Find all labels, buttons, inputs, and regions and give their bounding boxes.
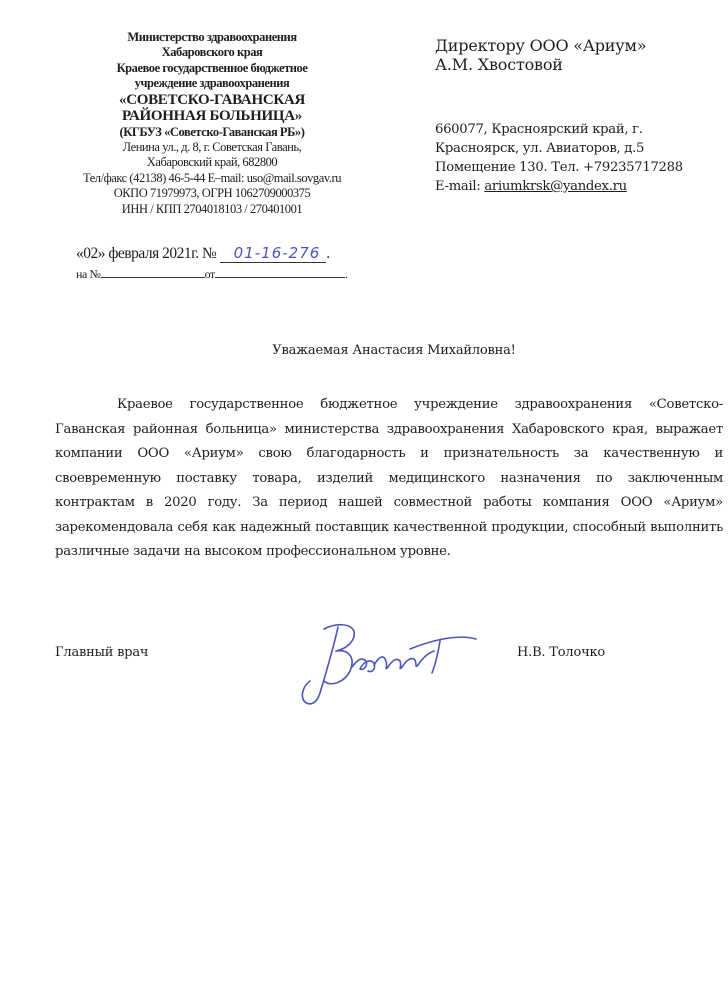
recipient-line-2: А.М. Хвостовой bbox=[435, 55, 563, 74]
recipient-address bbox=[435, 120, 725, 196]
institution-abbreviation: (КГБУЗ «Советско-Гаванская РБ») bbox=[119, 124, 305, 139]
institution-name-line-2: РАЙОННАЯ БОЛЬНИЦА» bbox=[122, 108, 302, 125]
ministry-line-2: Хабаровского края bbox=[161, 45, 263, 60]
email-link[interactable]: ariumkrsk@yandex.ru bbox=[484, 179, 627, 194]
institution-name-line-1: «СОВЕТСКО-ГАВАНСКАЯ bbox=[119, 91, 305, 108]
recipient-block bbox=[435, 36, 725, 74]
sender-inn-kpp: ИНН / КПП 2704018103 / 270401001 bbox=[121, 201, 303, 216]
date-line-end: . bbox=[326, 245, 330, 262]
reference-date-blank bbox=[215, 266, 345, 278]
salutation: Уважаемая Анастасия Михайловна! bbox=[272, 343, 516, 358]
sender-letterhead bbox=[62, 30, 362, 217]
signatory-name: Н.В. Толочко bbox=[517, 645, 606, 660]
sender-address-line-2: Хабаровский край, 682800 bbox=[146, 155, 278, 170]
letter-date-line bbox=[76, 244, 376, 263]
letter-date: «02» февраля 2021г. № bbox=[76, 245, 217, 262]
handwritten-signature bbox=[290, 615, 480, 715]
letter-body: Краевое государственное бюджетное учреждение здравоохранения «Советско-Гаванская районная больница» министерства здравоохранения Хабаровского края, выражает компании ООО «Ариум» свою благодарность и признательность за качественную и своевременную поставку товара, изделий медицинского назначения по заключенным контрактам в 2020 году. За период нашей совместной работы компания ООО «Ариум» зарекомендовала себя как надежный поставщик качественной продукции, способный выполнить различные задачи на высоком профессиональном уровне. bbox=[55, 397, 723, 559]
signatory-title: Главный врач bbox=[55, 645, 149, 660]
reference-prefix: на № bbox=[76, 267, 101, 281]
ministry-line-1: Министерство здравоохранения bbox=[127, 30, 297, 44]
recipient-line-1: Директору ООО «Ариум» bbox=[435, 36, 647, 55]
reference-end: . bbox=[344, 267, 348, 281]
sender-contacts: Тел/факс (42138) 46-5-44 E–mail: uso@mail.sovgav.ru bbox=[82, 170, 341, 185]
sender-address-line-1: Ленина ул., д. 8, г. Советская Гавань, bbox=[122, 140, 302, 155]
sender-okpo-ogrn: ОКПО 71979973, ОГРН 1062709000375 bbox=[113, 186, 311, 201]
reference-line bbox=[76, 266, 348, 282]
reference-middle: от bbox=[204, 267, 215, 281]
reference-number-blank bbox=[101, 266, 205, 278]
email-label: E-mail: bbox=[435, 179, 485, 194]
address-line-2: Красноярск, ул. Авиаторов, д.5 bbox=[435, 141, 645, 156]
address-line-1: 660077, Красноярский край, г. bbox=[435, 122, 643, 137]
institution-type-line-2: учреждение здравоохранения bbox=[134, 76, 290, 91]
address-email-line bbox=[435, 177, 725, 196]
address-line-3: Помещение 130. Тел. +79235717288 bbox=[435, 160, 683, 175]
registration-number: 01-16-276 bbox=[220, 244, 327, 263]
institution-type-line-1: Краевое государственное бюджетное bbox=[116, 60, 308, 75]
